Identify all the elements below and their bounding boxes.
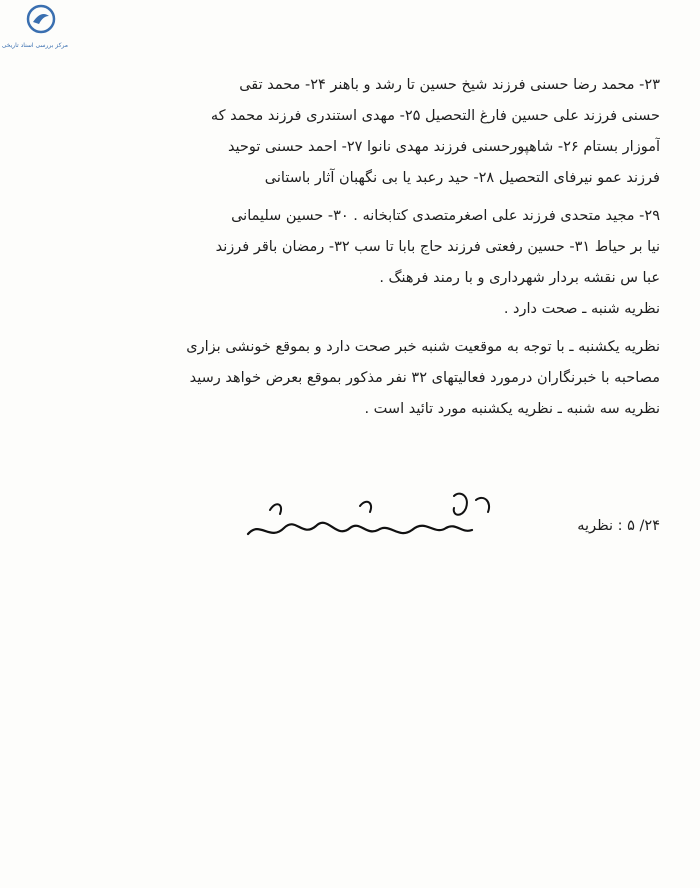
text-line: نظریه یکشنبه ـ با توجه به موقعیت شنبه خبر صحت دارد و بموقع خونشی بزاری [186, 339, 660, 355]
signature-date: ۲۴/ ۵ : نظریه [577, 518, 660, 534]
text-line: عبا س نقشه بردار شهرداری و با رمند فرهنگ . [379, 270, 660, 286]
archive-logo-icon [26, 4, 56, 34]
handwritten-signature [240, 490, 500, 556]
text-line: مصاحبه با خبرنگاران درمورد فعالیتهای ۳۲ نفر مذکور بموقع بعرض خواهد رسید [189, 370, 660, 386]
signature-name: کارشناس اداره کل سوم [390, 552, 401, 553]
signature-block [40, 490, 660, 560]
archive-logo-text: مرکز بررسی اسناد تاریخی [1, 42, 68, 49]
text-line: حسنی فرزند علی حسین فارغ التحصیل ۲۵- مهدی استندری فرزند محمد که [210, 108, 660, 124]
archive-logo [1, 4, 68, 54]
text-line: نظریه سه شنبه ـ نظریه یکشنبه مورد تائید است . [364, 401, 660, 417]
text-line: ۲۳- محمد رضا حسنی فرزند شیخ حسین تا رشد و باهنر ۲۴- محمد تقی [239, 77, 660, 93]
text-line: فرزند عمو نیرفای التحصیل ۲۸- حید رعبد یا بی نگهبان آثار باستانی [264, 170, 660, 186]
text-line: ۲۹- مجید متحدی فرزند علی اصغرمتصدی کتابخانه . ۳۰- حسین سلیمانی [231, 208, 660, 224]
text-line: نظریه شنبه ـ صحت دارد . [503, 301, 660, 317]
text-line: نیا بر حیاط ۳۱- حسین رفعتی فرزند حاج بابا تا سب ۳۲- رمضان باقر فرزند [215, 239, 660, 255]
document-body [40, 70, 660, 425]
text-line: آموزار بستام ۲۶- شاهپورحسنی فرزند مهدی نانوا ۲۷- احمد حسنی توحید [227, 139, 660, 155]
